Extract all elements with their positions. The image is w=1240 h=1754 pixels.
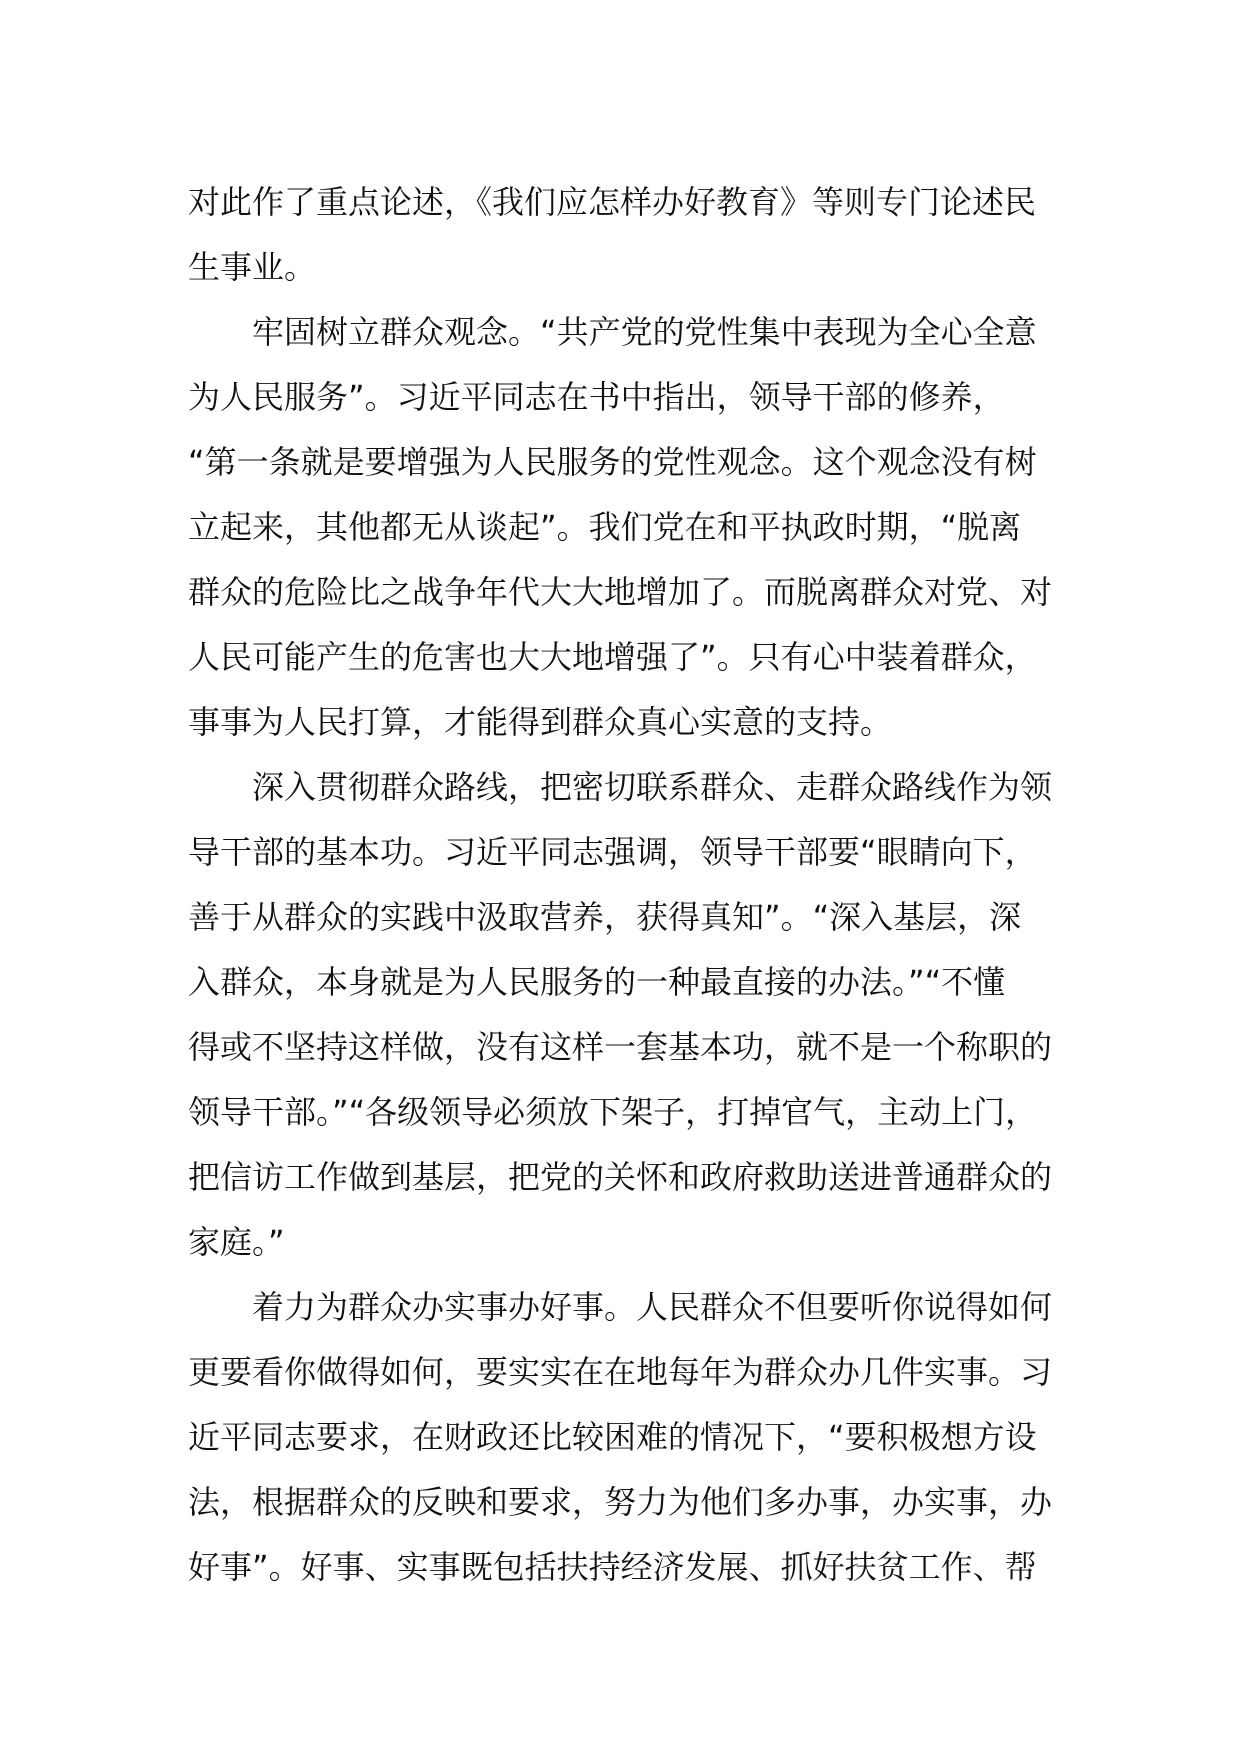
text-line: 得或不坚持这样做，没有这样一套基本功，就不是一个称职的 [188,1028,1053,1066]
text-line: “第一条就是要增强为人民服务的党性观念。这个观念没有树 [188,443,1037,481]
text-line: 为人民服务”。习近平同志在书中指出，领导干部的修养， [188,378,1005,416]
text-line: 生事业。 [188,248,317,286]
paragraph-start-line: 深入贯彻群众路线，把密切联系群众、走群众路线作为领 [252,768,1053,806]
text-line: 群众的危险比之战争年代大大地增加了。而脱离群众对党、对 [188,573,1053,611]
text-line: 家庭。” [188,1223,285,1261]
text-line: 导干部的基本功。习近平同志强调，领导干部要“眼睛向下， [188,833,1037,871]
paragraph-start-line: 牢固树立群众观念。“共产党的党性集中表现为全心全意 [252,313,1037,351]
text-line: 近平同志要求，在财政还比较困难的情况下，“要积极想方设 [188,1418,1037,1456]
text-line: 事事为人民打算，才能得到群众真心实意的支持。 [188,703,893,741]
text-line: 对此作了重点论述，《我们应怎样办好教育》等则专门论述民 [188,183,1037,221]
paragraph-start-line: 着力为群众办实事办好事。人民群众不但要听你说得如何 [252,1288,1053,1326]
text-line: 把信访工作做到基层，把党的关怀和政府救助送进普通群众的 [188,1158,1053,1196]
text-line: 善于从群众的实践中汲取营养，获得真知”。“深入基层，深 [188,898,1022,936]
text-line: 好事”。好事、实事既包括扶持经济发展、抓好扶贫工作、帮 [188,1548,1037,1586]
text-line: 人民可能产生的危害也大大地增强了”。只有心中装着群众， [188,638,1037,676]
body-text [188,170,1108,1600]
text-line: 更要看你做得如何，要实实在在地每年为群众办几件实事。习 [188,1353,1053,1391]
text-line: 领导干部。”“各级领导必须放下架子，打掉官气，主动上门， [188,1093,1038,1131]
text-line: 入群众，本身就是为人民服务的一种最直接的办法。”“不懂 [188,963,1006,1001]
text-line: 法，根据群众的反映和要求，努力为他们多办事，办实事，办 [188,1483,1053,1521]
text-line: 立起来，其他都无从谈起”。我们党在和平执政时期，“脱离 [188,508,1022,546]
